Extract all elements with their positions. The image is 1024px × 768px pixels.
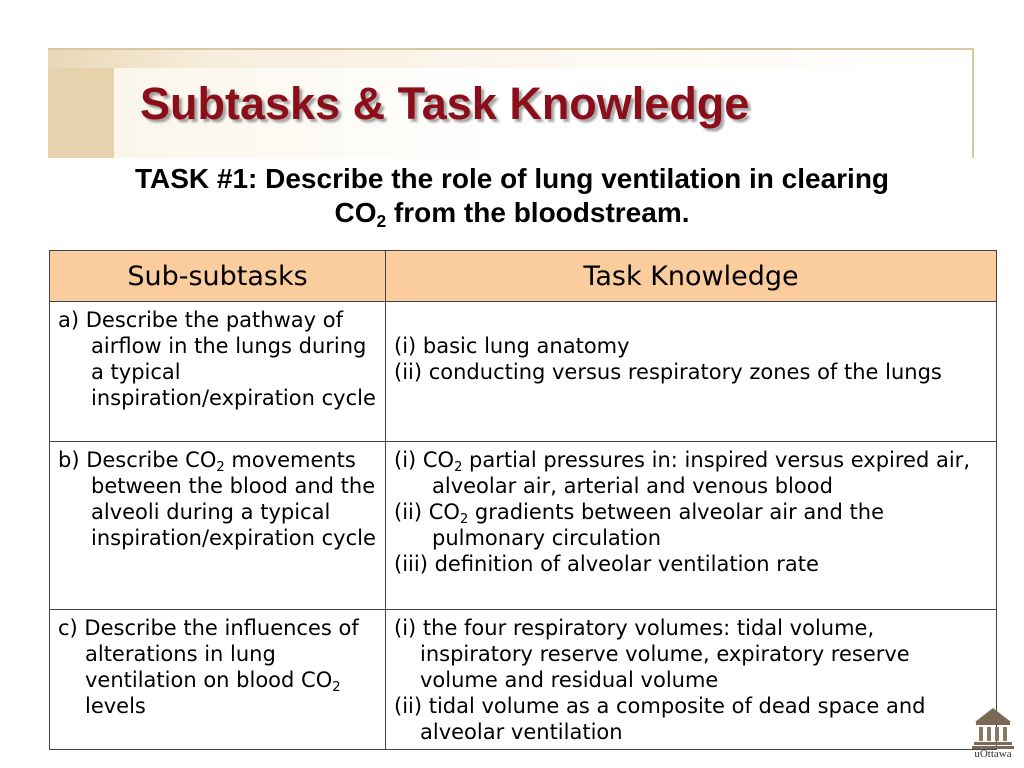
subtask-b bbox=[58, 447, 377, 551]
task-line-1: TASK #1: Describe the role of lung ventilation in clearing bbox=[134, 163, 890, 194]
slide-title: Subtasks & Task Knowledge bbox=[140, 78, 750, 129]
knowledge-subscript: 2 bbox=[459, 511, 469, 527]
university-building-icon bbox=[971, 704, 1015, 750]
knowledge-cell bbox=[386, 302, 997, 442]
subtask-c-text-rest: levels bbox=[85, 694, 146, 718]
subtask-c-subscript: 2 bbox=[332, 679, 341, 695]
logo-text: uOttawa bbox=[974, 748, 1012, 760]
table-row bbox=[50, 442, 997, 610]
knowledge-text-rest: partial pressures in: inspired versus expired air, alveolar air, arterial and venous blood bbox=[432, 448, 970, 498]
knowledge-cell bbox=[386, 442, 997, 610]
task-co-subscript: 2 bbox=[376, 211, 387, 232]
knowledge-item bbox=[394, 499, 988, 551]
subtask-b-text-rest: movements between the blood and the alveoli during a typical inspiration/expiration cycle bbox=[91, 448, 376, 550]
subtasks-table bbox=[49, 250, 997, 750]
knowledge-cell bbox=[386, 610, 997, 750]
knowledge-subscript: 2 bbox=[454, 459, 463, 475]
table-row bbox=[50, 302, 997, 442]
task-line-2 bbox=[28, 196, 996, 230]
title-band-edge bbox=[972, 50, 974, 158]
subtask-cell bbox=[50, 302, 386, 442]
knowledge-text: (ii) CO bbox=[394, 500, 460, 524]
task-co: CO bbox=[334, 197, 377, 228]
subtask-b-text: b) Describe CO bbox=[58, 448, 217, 472]
knowledge-item: (i) the four respiratory volumes: tidal volume, inspiratory reserve volume, expiratory reserve volume and residual volume bbox=[394, 616, 910, 692]
subtask-cell bbox=[50, 442, 386, 610]
title-band-notch bbox=[48, 68, 114, 158]
table-header-row bbox=[50, 251, 997, 302]
header-task-knowledge: Task Knowledge bbox=[386, 251, 997, 302]
knowledge-item bbox=[394, 447, 988, 499]
knowledge-item: (ii) conducting versus respiratory zones of the lungs bbox=[394, 360, 942, 384]
knowledge-text: (i) CO bbox=[394, 448, 455, 472]
subtask-a: a) Describe the pathway of airflow in the lungs during a typical inspiration/expiration cycle bbox=[58, 308, 376, 410]
subtask-cell bbox=[50, 610, 386, 750]
header-sub-subtasks: Sub-subtasks bbox=[50, 251, 386, 302]
knowledge-item: (i) basic lung anatomy bbox=[394, 334, 630, 358]
subtask-c bbox=[58, 615, 377, 719]
knowledge-item: (iii) definition of alveolar ventilation rate bbox=[394, 552, 819, 576]
subtask-b-subscript: 2 bbox=[216, 459, 225, 475]
knowledge-text-rest: gradients between alveolar air and the pulmonary circulation bbox=[432, 500, 885, 550]
task-statement bbox=[28, 162, 996, 230]
table-row bbox=[50, 610, 997, 750]
uottawa-logo bbox=[962, 704, 1024, 768]
subtask-c-text: c) Describe the influences of alterations in lung ventilation on blood CO bbox=[58, 616, 359, 692]
task-line-2-rest: from the bloodstream. bbox=[386, 197, 690, 228]
knowledge-item: (ii) tidal volume as a composite of dead space and alveolar ventilation bbox=[394, 694, 926, 744]
